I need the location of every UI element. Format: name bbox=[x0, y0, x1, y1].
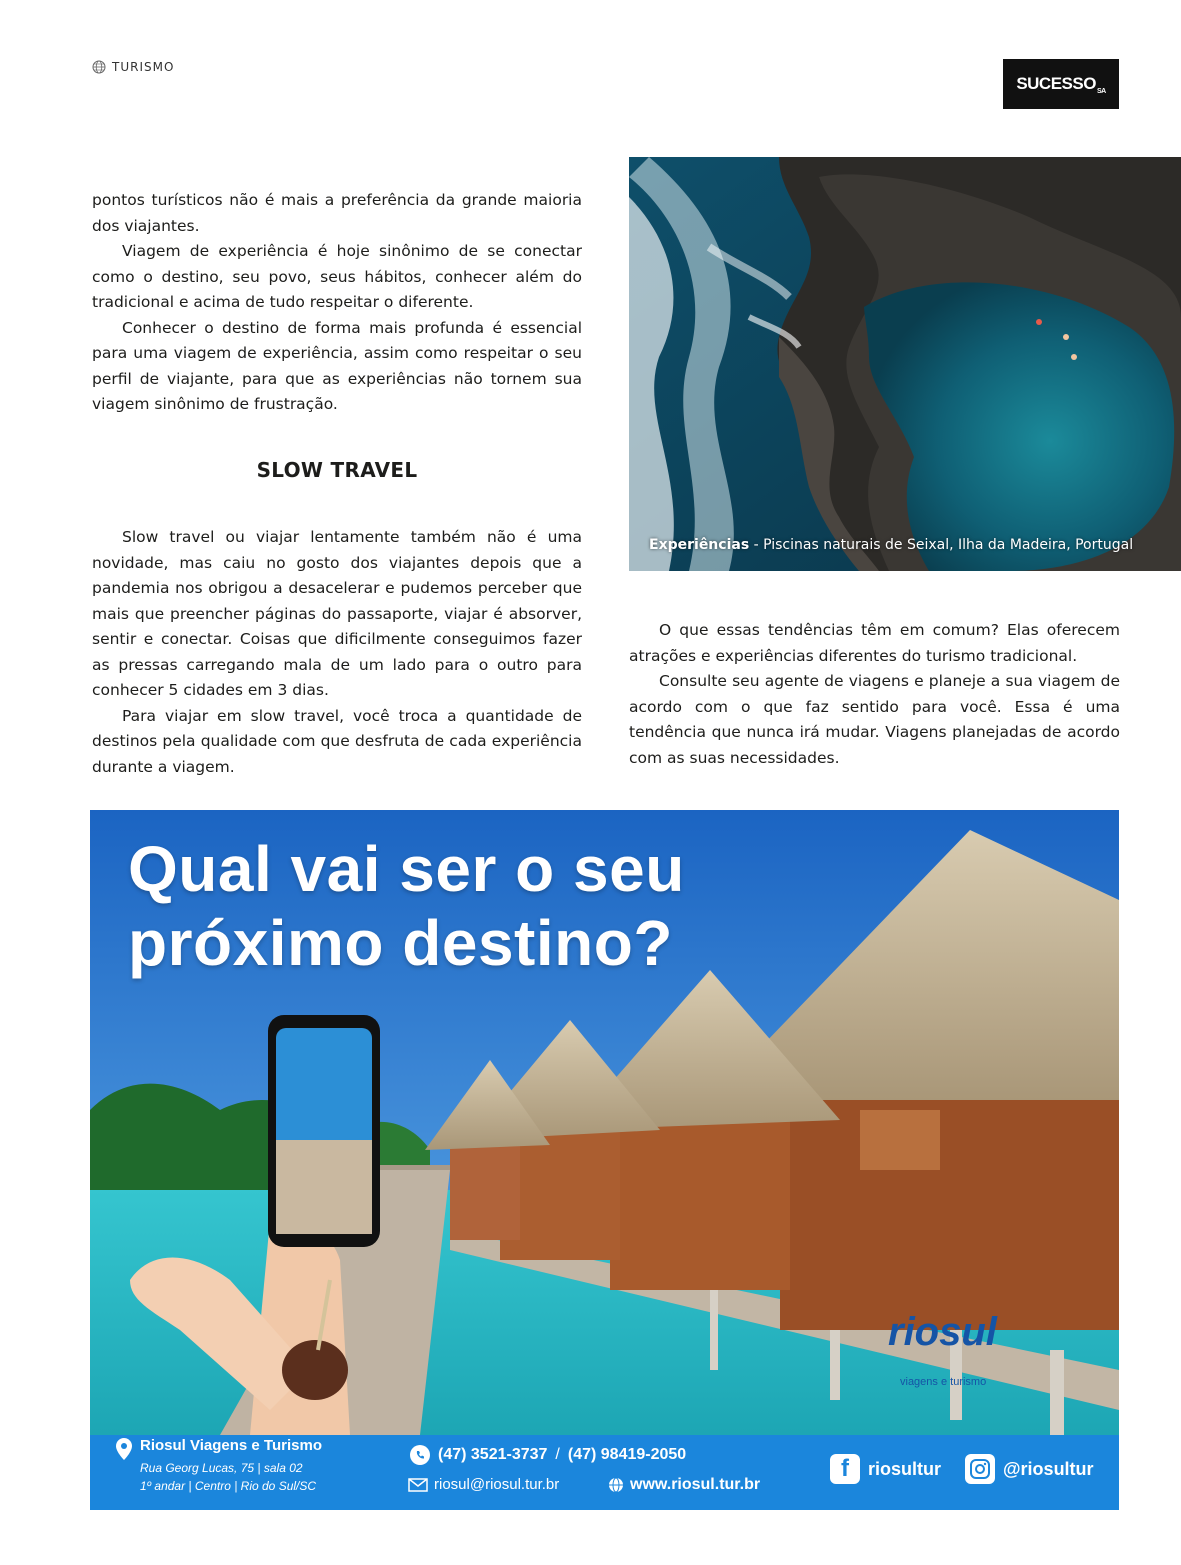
email-contact bbox=[408, 1476, 559, 1493]
paragraph: O que essas tendências têm em comum? Elas oferecem atrações e experiências diferentes do turismo tradicional. bbox=[629, 621, 1120, 665]
riosul-advertisement bbox=[90, 810, 1119, 1510]
article-left-column bbox=[92, 188, 582, 780]
photo-caption bbox=[649, 537, 1133, 553]
location-pin-icon bbox=[116, 1438, 132, 1460]
instagram-contact[interactable] bbox=[965, 1454, 1094, 1484]
article-photo bbox=[629, 157, 1181, 571]
ad-headline-line-2: próximo destino? bbox=[128, 907, 673, 979]
section-subheading: SLOW TRAVEL bbox=[256, 457, 418, 482]
whatsapp-icon bbox=[410, 1445, 430, 1465]
website-contact bbox=[608, 1476, 760, 1494]
natural-pool-illustration bbox=[629, 157, 1181, 571]
paragraph: pontos turísticos não é mais a preferência da grande maioria dos viajantes. bbox=[92, 191, 582, 235]
magazine-logo-suffix: SA bbox=[1096, 88, 1106, 95]
instagram-icon bbox=[965, 1454, 995, 1484]
ad-contact-bar bbox=[90, 1435, 1119, 1510]
facebook-icon: f bbox=[830, 1454, 860, 1484]
phone-number-2[interactable]: (47) 98419-2050 bbox=[567, 1446, 687, 1463]
ad-headline bbox=[128, 832, 768, 980]
address-line-1: Rua Georg Lucas, 75 | sala 02 bbox=[140, 1461, 303, 1475]
riosul-logo-tagline: viagens e turismo bbox=[900, 1376, 987, 1388]
phone-numbers bbox=[410, 1445, 686, 1465]
section-label bbox=[92, 58, 174, 76]
phone-number-1[interactable]: (47) 3521-3737 bbox=[438, 1446, 548, 1463]
envelope-icon bbox=[408, 1478, 428, 1492]
globe-icon bbox=[608, 1477, 624, 1493]
email-address[interactable]: riosul@riosul.tur.br bbox=[434, 1476, 560, 1493]
paragraph: Conhecer o destino de forma mais profunda é essencial para uma viagem de experiência, assim como respeitar o seu perfil de viajante, para que as experiências não tornem sua viagem sinônimo de frustração. bbox=[92, 318, 582, 413]
paragraph: Para viajar em slow travel, você troca a quantidade de destinos pela qualidade com que desfruta de cada experiência durante a viagem. bbox=[92, 706, 582, 776]
company-name: Riosul Viagens e Turismo bbox=[140, 1437, 322, 1454]
riosul-logo: riosul bbox=[888, 1310, 997, 1354]
ad-headline-line-1: Qual vai ser o seu bbox=[128, 833, 685, 905]
magazine-logo bbox=[1003, 59, 1119, 109]
section-name: TURISMO bbox=[112, 60, 175, 74]
facebook-handle[interactable]: riosultur bbox=[868, 1458, 942, 1479]
paragraph: Consulte seu agente de viagens e planeje a sua viagem de acordo com o que faz sentido para você. Essa é uma tendência que nunca irá mudar. Viagens planejadas de acordo com as suas necessidades. bbox=[629, 672, 1120, 767]
address-line-2: 1º andar | Centro | Rio do Sul/SC bbox=[140, 1479, 317, 1493]
instagram-handle[interactable]: @riosultur bbox=[1003, 1458, 1094, 1479]
website-url[interactable]: www.riosul.tur.br bbox=[630, 1476, 761, 1493]
phone-separator: / bbox=[555, 1446, 560, 1463]
magazine-logo-text: SUCESSO bbox=[1016, 74, 1096, 93]
photo-caption-text: - Piscinas naturais de Seixal, Ilha da Madeira, Portugal bbox=[749, 537, 1134, 553]
facebook-contact[interactable] bbox=[830, 1454, 941, 1484]
paragraph: Viagem de experiência é hoje sinônimo de se conectar como o destino, seu povo, seus hábitos, conhecer além do tradicional e acima de tudo respeitar o diferente. bbox=[92, 242, 582, 311]
globe-icon bbox=[92, 60, 106, 74]
company-address bbox=[140, 1459, 316, 1495]
paragraph: Slow travel ou viajar lentamente também não é uma novidade, mas caiu no gosto dos viajantes depois que a pandemia nos obrigou a desacelerar e pudemos perceber que mais que preencher páginas do passaporte, viajar é absorver, sentir e conectar. Coisas que dificilmente conseguimos fazer as pressas carregando mala de um lado para o outro para conhecer 5 cidades em 3 dias. bbox=[92, 528, 582, 699]
photo-caption-label: Experiências bbox=[649, 537, 750, 553]
article-right-column bbox=[629, 618, 1120, 771]
